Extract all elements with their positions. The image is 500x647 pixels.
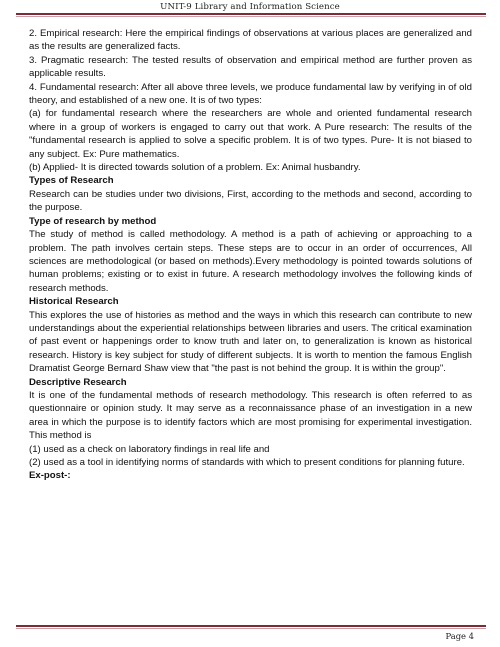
- heading-descriptive-research: Descriptive Research: [29, 376, 127, 388]
- paragraph-historical: This explores the use of histories as method and the ways in which this research can contribute to new understandings about the experiential relationships between libraries and users. The critical examination of past event or happenings order to know truth and later on, to generalization is known as historical research. History is key subject for study of different subjects. It is worth to mention the famous English Dramatist George Bernard Shaw view that "the past is not behind the group. It is within the group".: [29, 309, 472, 375]
- paragraph-empirical: 2. Empirical research: Here the empirical findings of observations at various places are generalized and as the results are generalized facts.: [29, 28, 472, 53]
- header-rule: [16, 13, 486, 15]
- heading-ex-post: Ex-post-:: [29, 470, 71, 482]
- paragraph-use-2: (2) used as a tool in identifying norms of standards with which to present conditions for planning future.: [29, 457, 465, 468]
- footer-rule-thin: [16, 628, 486, 629]
- paragraph-descriptive: It is one of the fundamental methods of research methodology. This research is often referred to as questionnaire or opinion study. It may serve as a reconnaissance phase of an investigation in a new area in which the purpose is to identify factors which are most promising for experimental investigation. This method is: [29, 389, 472, 442]
- paragraph-methodology: The study of method is called methodology. A method is a path of achieving or approaching to a problem. The path involves certain steps. These steps are to occur in an order of occurrences, All sciences are methodological (or based on methods).Every methodology is pointed towards solutions of human problems; existing or to exist in future. A research methodology involves the following kinds of research methods.: [29, 229, 472, 294]
- page-number: Page 4: [445, 631, 474, 641]
- document-body: [29, 27, 472, 483]
- paragraph-applied: (b) Applied- It is directed towards solution of a problem. Ex: Animal husbandry.: [29, 162, 361, 174]
- paragraph-types: Research can be studies under two divisions, First, according to the methods and second, according to the purpose.: [29, 188, 472, 214]
- header-rule-thin: [16, 16, 486, 17]
- paragraph-use-1: (1) used as a check on laboratory findings in real life and: [29, 443, 270, 455]
- heading-types-of-research: Types of Research: [29, 175, 114, 187]
- paragraph-pure-research: (a) for fundamental research where the researchers are whole and oriented fundamental research where in a group of workers is engaged to carry out that work. A Pure research: The results of the "fundamental research is applied to solve a specific problem. It is of two types. Pure- It is not biased to any subject. Ex: Pure mathematics.: [29, 108, 472, 160]
- heading-research-by-method: Type of research by method: [29, 215, 157, 227]
- running-header: UNIT-9 Library and Information Science: [160, 2, 340, 12]
- heading-historical-research: Historical Research: [29, 296, 119, 308]
- paragraph-fundamental: 4. Fundamental research: After all above three levels, we produce fundamental law by verifying in of old theory, and established of a new one. It is of two types:: [29, 81, 472, 107]
- paragraph-pragmatic: 3. Pragmatic research: The tested results of observation and empirical method are further proven as applicable results.: [29, 54, 472, 80]
- footer-rule: [16, 625, 486, 627]
